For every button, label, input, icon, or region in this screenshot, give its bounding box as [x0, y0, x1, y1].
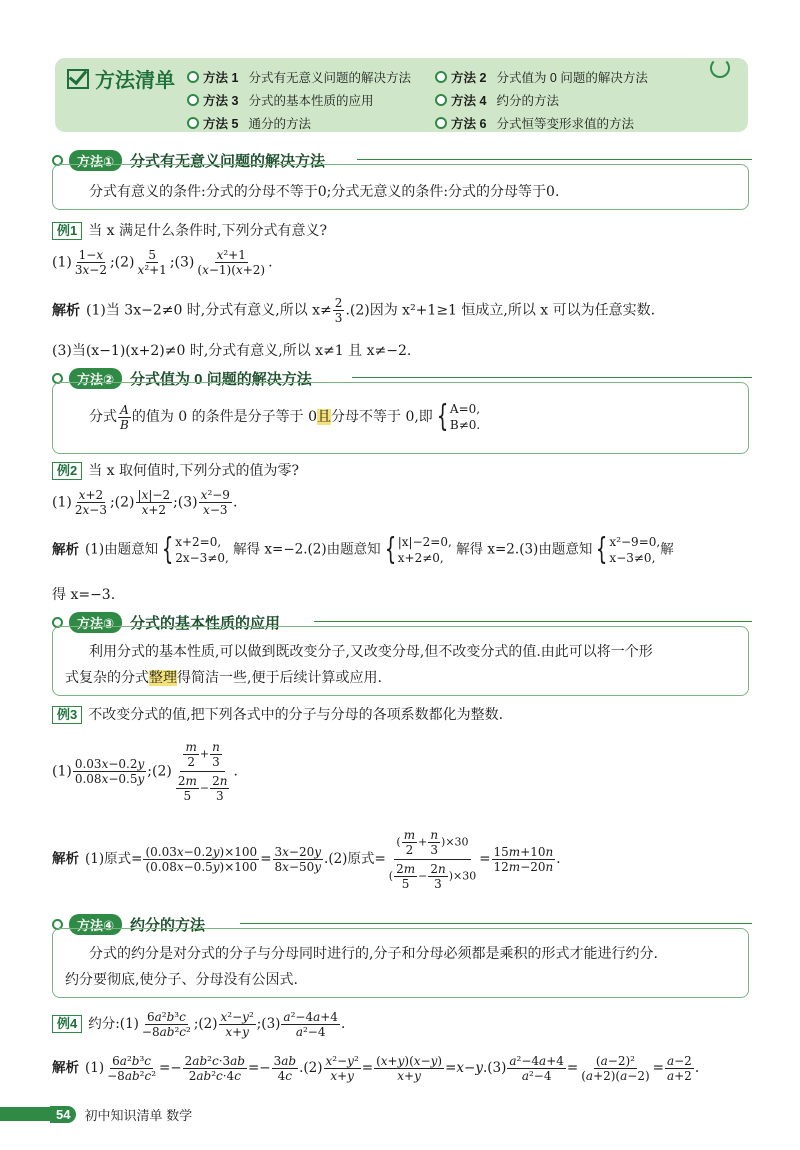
method-item-3: 方法 3 分式的基本性质的应用 [187, 91, 373, 109]
method-list-title: 方法清单 [67, 64, 175, 93]
bullet-icon [187, 117, 199, 129]
method1-heading: 方法① 分式有无意义问题的解决方法 [52, 150, 752, 170]
page-footer [0, 1103, 250, 1125]
divider [240, 923, 752, 924]
example1-expressions: (1) $\frac{1-x}{3x-2}$ ;(2) $\frac{5}{\text{x²+1}}$ ;(3) $\frac{\text{x²+1}}{(x-1)(x+2)}$ . [52, 248, 273, 277]
page-number: 54 [50, 1106, 76, 1123]
divider [314, 621, 752, 622]
method-item-5: 方法 5 通分的方法 [187, 114, 311, 132]
method2-box: 分式 $\frac{A}{B}$ 的值为 0 的条件是分子等于 0且分母不等于 0,即 { A=0, B≠0. [52, 382, 749, 454]
bullet-icon [187, 94, 199, 106]
method3-heading: 方法③ 分式的基本性质的应用 [52, 612, 752, 632]
method-item-2: 方法 2 分式值为 0 问题的解决方法 [435, 68, 648, 86]
method-item-1: 方法 1 分式有无意义问题的解决方法 [187, 68, 411, 86]
checkbox-icon [67, 69, 89, 89]
clip-icon [710, 58, 730, 78]
bullet-icon [187, 71, 199, 83]
method2-heading: 方法② 分式值为 0 问题的解决方法 [52, 368, 752, 388]
example4-question: 例4 约分:(1) $\frac{\text{6a²b³c}}{\text{−8ab²c²}}$ ;(2) $\frac{\text{x²−y²}}{x+y}$ ;(3) $\frac{\text{a²−4a+4}}{\text{a²−4}}$ . [52, 1010, 345, 1039]
divider [357, 159, 752, 160]
bullet-icon [435, 94, 447, 106]
method-list-header [55, 58, 748, 132]
example3-solution: 解析 (1)原式= $\frac{(0.03x-0.2y)\times 100}{(0.08x-0.5y)\times 100}$ = $\frac{3x-20y}{8x-50y}$ .(2)原式= ( $\frac{m}{2}$ + $\frac{n}{3}$ )×30 ( $\frac{2m}{5}$ − $\frac{2n}{3}$ )×30 = $\frac{15m+10n}{12m-20n}$ . [52, 828, 561, 891]
method-item-4: 方法 4 约分的方法 [435, 91, 559, 109]
method4-box: 分式的约分是对分式的分子与分母同时进行的,分子和分母必须都是乘积的形式才能进行约分. 约分要彻底,使分子、分母没有公因式. [52, 928, 749, 998]
example4-solution: 解析 (1) $\frac{\text{6a²b³c}}{\text{−8ab²c²}}$ =− $\frac{\text{2ab²c·3ab}}{\text{2ab²c·4c}}$ =− $\frac{3ab}{4c}$ .(2) $\frac{\text{x²−y²}}{x+y}$ = $\frac{(x+y)(x-y)}{x+y}$ =x−y.(3) $\frac{\text{a²−4a+4}}{\text{a²−4}}$ = $\frac{\text{(a−2)²}}{(a+2)(a-2)}$ = $\frac{a-2}{a+2}$ . [52, 1054, 700, 1083]
footer-bar [0, 1107, 50, 1121]
example1-solution-line2: (3)当(x−1)(x+2)≠0 时,分式有意义,所以 x≠1 且 x≠−2. [52, 343, 412, 359]
example2-question: 例2 当 x 取何值时,下列分式的值为零? [52, 460, 299, 480]
divider [352, 377, 752, 378]
example1-solution-line1: 解析 (1)当 3x−2≠0 时,分式有意义,所以 x≠ $\frac{2}{3}$ .(2)因为 x²+1≥1 恒成立,所以 x 可以为任意实数. [52, 296, 656, 325]
example3-expressions: (1) $\frac{0.03x-0.2y}{0.08x-0.5y}$ ;(2) $\frac{m}{2}$ + $\frac{n}{3}$ $\frac{2m}{5}$ − $\frac{2n}{3}$ . [52, 740, 238, 803]
example1-question: 例1 当 x 满足什么条件时,下列分式有意义? [52, 220, 327, 240]
example2-solution-line2: 得 x=−3. [52, 587, 116, 603]
example3-question: 例3 不改变分式的值,把下列各式中的分子与分母的各项系数都化为整数. [52, 704, 503, 724]
method3-box: 利用分式的基本性质,可以做到既改变分子,又改变分母,但不改变分式的值.由此可以将一个形 式复杂的分式整理得简洁一些,便于后续计算或应用. [52, 626, 749, 696]
method1-box: 分式有意义的条件:分式的分母不等于0;分式无意义的条件:分式的分母等于0. [52, 164, 749, 210]
bullet-icon [435, 117, 447, 129]
method-item-6: 方法 6 分式恒等变形求值的方法 [435, 114, 634, 132]
method4-heading: 方法④ 约分的方法 [52, 914, 752, 934]
example2-solution-line1: 解析 (1)由题意知 { x+2=0, 2x−3≠0, 解得 x=−2.(2)由题意知 { |x|−2=0, x+2≠0, 解得 x=2.(3)由题意知 { x²−9=0, x−3≠0, 解 [52, 532, 674, 567]
example2-expressions: (1) $\frac{x+2}{2x-3}$ ;(2) $\frac{|x|-2}{x+2}$ ;(3) $\frac{\text{x²−9}}{x-3}$ . [52, 488, 238, 517]
bullet-icon [435, 71, 447, 83]
book-title: 初中知识清单 数学 [84, 1107, 193, 1123]
